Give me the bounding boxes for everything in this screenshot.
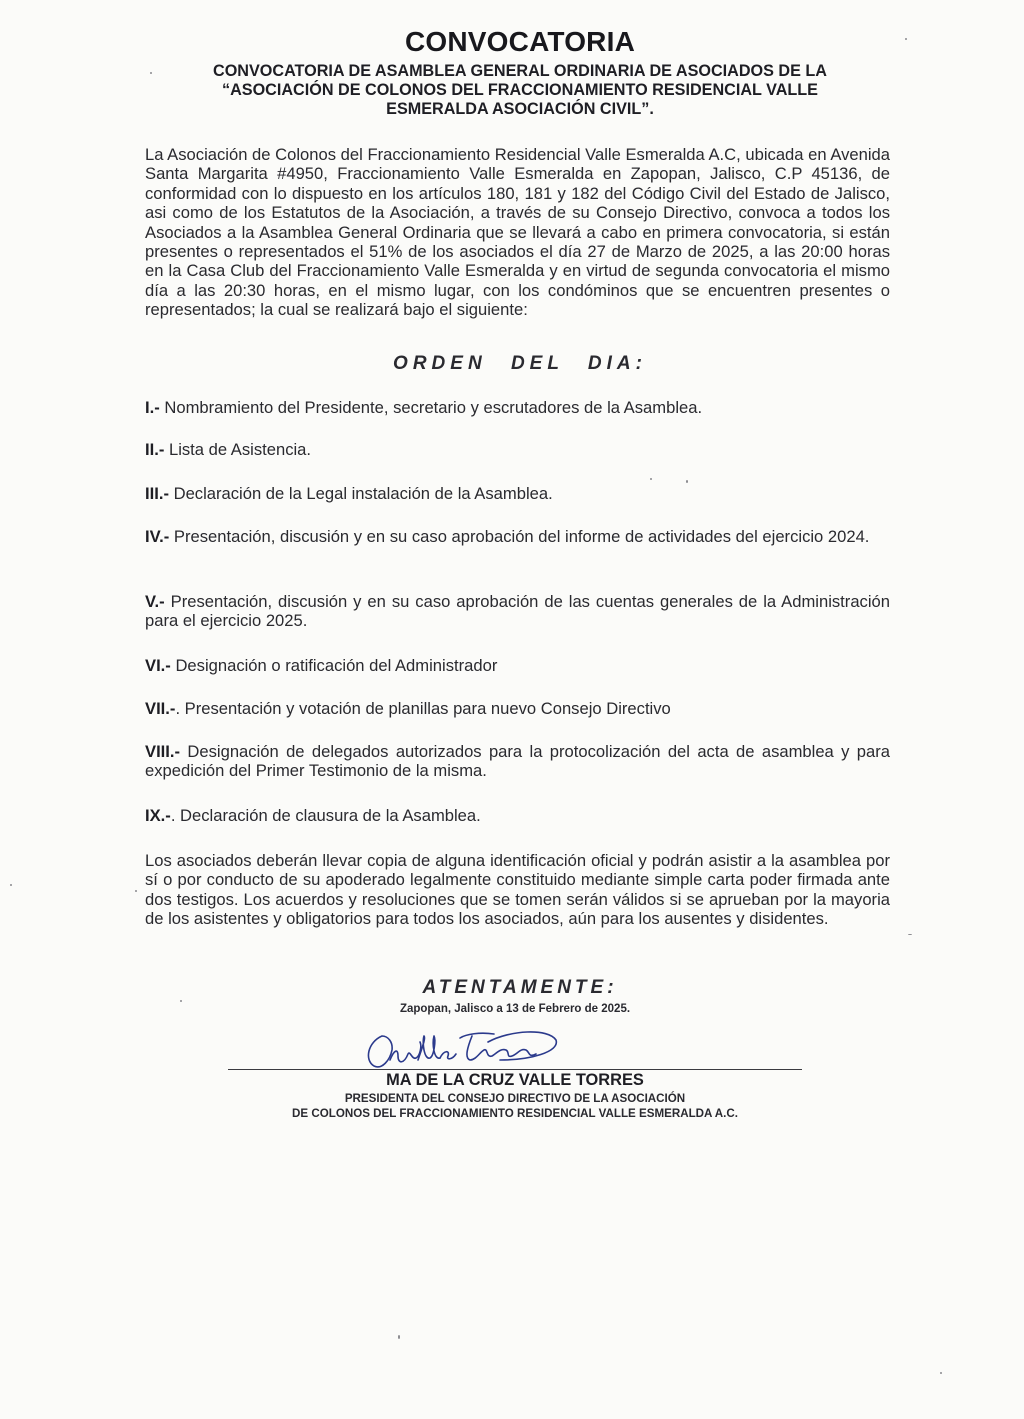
- agenda-item-text: Nombramiento del Presidente, secretario y escrutadores de la Asamblea.: [159, 398, 703, 417]
- scan-speck: [10, 884, 12, 886]
- agenda-item: [145, 527, 890, 546]
- place-and-date: Zapopan, Jalisco a 13 de Febrero de 2025.: [399, 1003, 631, 1015]
- closing-paragraph: Los asociados deberán llevar copia de alguna identificación oficial y podrán asistir a la asamblea por sí o por conducto de su apoderado legalmente constituido mediante simple carta poder firmada ante dos testigos. Los acuerdos y resoluciones que se tomen serán válidos si se aprueban por la mayoria de los asistentes y obligatorios para todos los asociados, aún para los ausentes y disidentes.: [145, 851, 890, 929]
- agenda-item-text: Presentación, discusión y en su caso aprobación de las cuentas generales de la Administración para el ejercicio 2025.: [145, 592, 890, 631]
- agenda-item: [145, 806, 890, 825]
- scan-speck: [905, 38, 907, 40]
- document-title: CONVOCATORIA: [404, 26, 636, 57]
- scan-speck: [686, 480, 688, 483]
- scan-speck: [135, 890, 137, 892]
- signer-name: MA DE LA CRUZ VALLE TORRES: [386, 1071, 644, 1089]
- agenda-item: [145, 742, 890, 781]
- scan-speck: [650, 478, 652, 480]
- agenda-item-number: I.-: [145, 398, 160, 417]
- agenda-item-text: Designación de delegados autorizados para la protocolización del acta de asamblea y para expedición del Primer Testimonio de la misma.: [145, 742, 890, 781]
- subtitle-line: “ASOCIACIÓN DE COLONOS DEL FRACCIONAMIENTO RESIDENCIAL VALLE: [222, 81, 818, 99]
- sign-off: ATENTAMENTE:: [422, 977, 618, 998]
- agenda-item-number: III.-: [145, 484, 169, 503]
- agenda-item-number: V.-: [145, 592, 165, 611]
- agenda-item: [145, 398, 890, 417]
- scan-speck: [940, 1372, 942, 1374]
- agenda-item: [145, 484, 890, 503]
- agenda-item-text: Designación o ratificación del Administrador: [170, 656, 498, 675]
- agenda-item-text: Presentación, discusión y en su caso aprobación del informe de actividades del ejercicio 2024.: [169, 527, 870, 546]
- agenda-item-text: Declaración de la Legal instalación de la Asamblea.: [168, 484, 553, 503]
- agenda-item: [145, 440, 890, 459]
- document-subtitle: [150, 62, 890, 119]
- scan-speck: [180, 1000, 182, 1002]
- handwritten-signature: [360, 1020, 560, 1075]
- agenda-item-number: II.-: [145, 440, 165, 459]
- agenda-item-number: VIII.-: [145, 742, 181, 761]
- subtitle-line: ESMERALDA ASOCIACIÓN CIVIL”.: [386, 100, 654, 118]
- signer-role-line: DE COLONOS DEL FRACCIONAMIENTO RESIDENCIAL VALLE ESMERALDA A.C.: [292, 1107, 738, 1120]
- intro-paragraph: La Asociación de Colonos del Fraccionamiento Residencial Valle Esmeralda A.C, ubicada en Avenida Santa Margarita #4950, Fraccionamiento Valle Esmeralda en Zapopan, Jalisco, C.P 45136, de conformidad con lo dispuesto en los artículos 180, 181 y 182 del Código Civil del Estado de Jalisco, asi como de los Estatutos de la Asociación, a través de su Consejo Directivo, convoca a todos los Asociados a la Asamblea General Ordinaria que se llevará a cabo en primera convocatoria, si están presentes o representados el 51% de los asociados el día 27 de Marzo de 2025, a las 20:00 horas en la Casa Club del Fraccionamiento Valle Esmeralda y en virtud de segunda convocatoria el mismo día a las 20:30 horas, en el mismo lugar, con los condóminos que se encuentren presentes o representados; la cual se realizará bajo el siguiente:: [145, 145, 890, 320]
- scan-speck: [398, 1335, 400, 1339]
- scan-speck: [150, 72, 152, 74]
- agenda-heading: ORDEN DEL DIA:: [393, 353, 647, 374]
- subtitle-line: CONVOCATORIA DE ASAMBLEA GENERAL ORDINARIA DE ASOCIADOS DE LA: [213, 62, 827, 80]
- signer-role: [0, 1091, 1024, 1121]
- agenda-item-number: IV.-: [145, 527, 170, 546]
- agenda-item-number: VI.-: [145, 656, 171, 675]
- signature-line: [228, 1069, 802, 1070]
- agenda-item: [145, 656, 890, 675]
- agenda-item-text: Lista de Asistencia.: [164, 440, 312, 459]
- scan-speck: [908, 934, 912, 935]
- agenda-item-text: . Presentación y votación de planillas para nuevo Consejo Directivo: [175, 699, 671, 718]
- agenda-item-number: IX.-: [145, 806, 171, 825]
- agenda-item-text: . Declaración de clausura de la Asamblea.: [170, 806, 481, 825]
- agenda-item-number: VII.-: [145, 699, 176, 718]
- signer-role-line: PRESIDENTA DEL CONSEJO DIRECTIVO DE LA ASOCIACIÓN: [344, 1092, 686, 1105]
- agenda-item: [145, 699, 890, 718]
- agenda-item: [145, 592, 890, 631]
